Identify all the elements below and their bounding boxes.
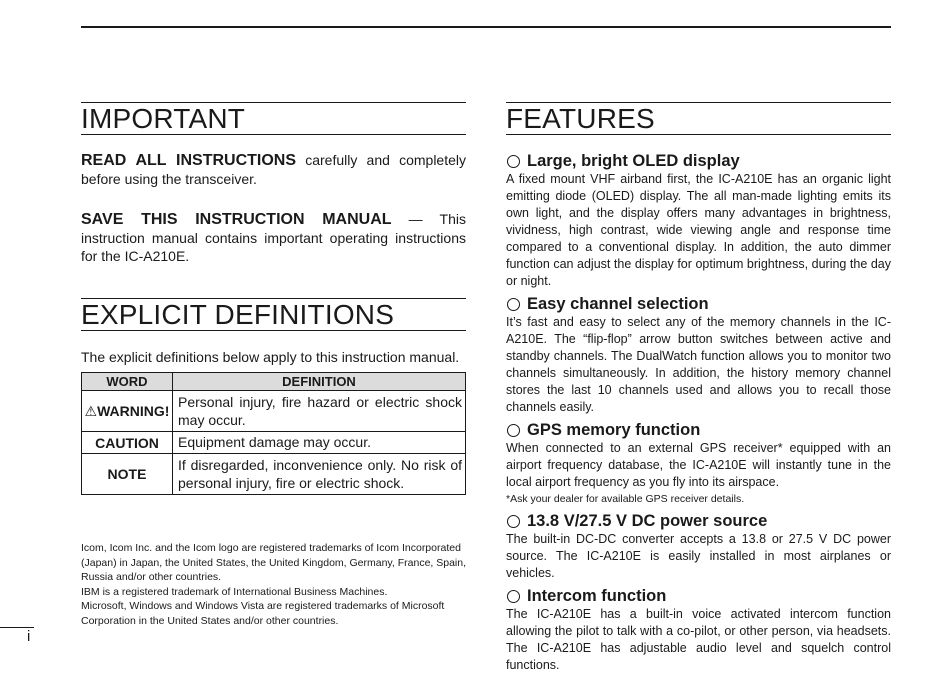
trademark-ibm: IBM is a registered trademark of International Business Machines. [81,585,388,598]
bullet-circle-icon [507,155,520,168]
left-column [81,102,466,495]
table-row [82,391,466,432]
bullet-circle-icon [507,298,520,311]
word-warning: WARNING! [97,403,170,419]
save-bold: SAVE THIS INSTRUCTION MANUAL [81,211,392,228]
word-header: WORD [82,373,173,391]
warning-triangle-icon: ⚠ [84,403,98,419]
definition-cell: Personal injury, fire hazard or electric shock may occur. [173,391,466,432]
bullet-circle-icon [507,515,520,528]
trademark-microsoft: Microsoft, Windows and Windows Vista are registered trademarks of Microsoft Corporation in the United States and/or other countries. [81,600,445,627]
word-cell: NOTE [82,454,173,495]
table-header-row [82,373,466,391]
definition-header: DEFINITION [173,373,466,391]
table-row [82,432,466,454]
feature-body: A fixed mount VHF airband first, the IC-A210E has an organic light emitting diode (OLED) display. The all man-made lighting emits its own light, and the display offers many advantages in brightness, vividness, high contrast, wide viewing angle and response time compared to a conventional display. In addition, the auto dimmer function can adjust the display for optimum brightness, during the day or night. [506,172,891,288]
trademark-notices [81,541,466,629]
trademark-icom: Icom, Icom Inc. and the Icom logo are registered trademarks of Icom Incorporated (Japan) in Japan, the United States, the United Kingdom, Germany, France, Spain, Russia and/or other countries. [81,542,467,584]
top-rule [81,26,891,28]
table-row [82,454,466,495]
bullet-circle-icon [507,424,520,437]
feature-heading: Intercom function [506,586,891,606]
word-cell [82,391,173,432]
right-column [506,102,891,674]
read-bold: READ ALL INSTRUCTIONS [81,152,297,169]
important-title: IMPORTANT [81,102,466,135]
save-rest: — This instruction manual contains important operating instructions for the IC-A210E. [81,211,467,264]
read-rest: carefully and completely before using the transceiver. [81,152,467,187]
definitions-intro: The explicit definitions below apply to this instruction manual. [81,349,460,365]
feature-heading: GPS memory function [506,420,891,440]
definition-cell: Equipment damage may occur. [173,432,466,454]
feature-body: The built-in DC-DC converter accepts a 13.8 or 27.5 V DC power source. The IC-A210E is easily installed in most airplanes or vehicles. [506,532,891,580]
bullet-circle-icon [507,590,520,603]
feature-body: When connected to an external GPS receiver* equipped with an airport frequency database, the IC-A210E will instantly tune in the local airport frequency as you fly into its airspace. [506,441,891,489]
feature-heading: Easy channel selection [506,294,891,314]
feature-heading: Large, bright OLED display [506,151,891,171]
feature-footnote: *Ask your dealer for available GPS receiver details. [506,493,745,505]
definitions-table [81,372,466,495]
definition-cell: If disregarded, inconvenience only. No risk of personal injury, fire or electric shock. [173,454,466,495]
definitions-title: EXPLICIT DEFINITIONS [81,298,466,331]
feature-body: The IC-A210E has a built-in voice activated intercom function allowing the pilot to talk with a co-pilot, or other person, via headsets. The IC-A210E has adjustable audio level and squelch control functions. [506,607,891,672]
word-cell: CAUTION [82,432,173,454]
page-number: i [27,628,31,645]
feature-heading: 13.8 V/27.5 V DC power source [506,511,891,531]
features-title: FEATURES [506,102,891,135]
read-instructions-paragraph [81,151,466,188]
feature-body: It’s fast and easy to select any of the memory channels in the IC-A210E. The “flip-flop” arrow button switches between active and standby channels. The DualWatch function allows you to monitor two channels simultaneously. In addition, the history memory channel stores the last 10 channels used and allows you to recall those channels easily. [506,315,891,414]
save-manual-paragraph [81,210,466,265]
